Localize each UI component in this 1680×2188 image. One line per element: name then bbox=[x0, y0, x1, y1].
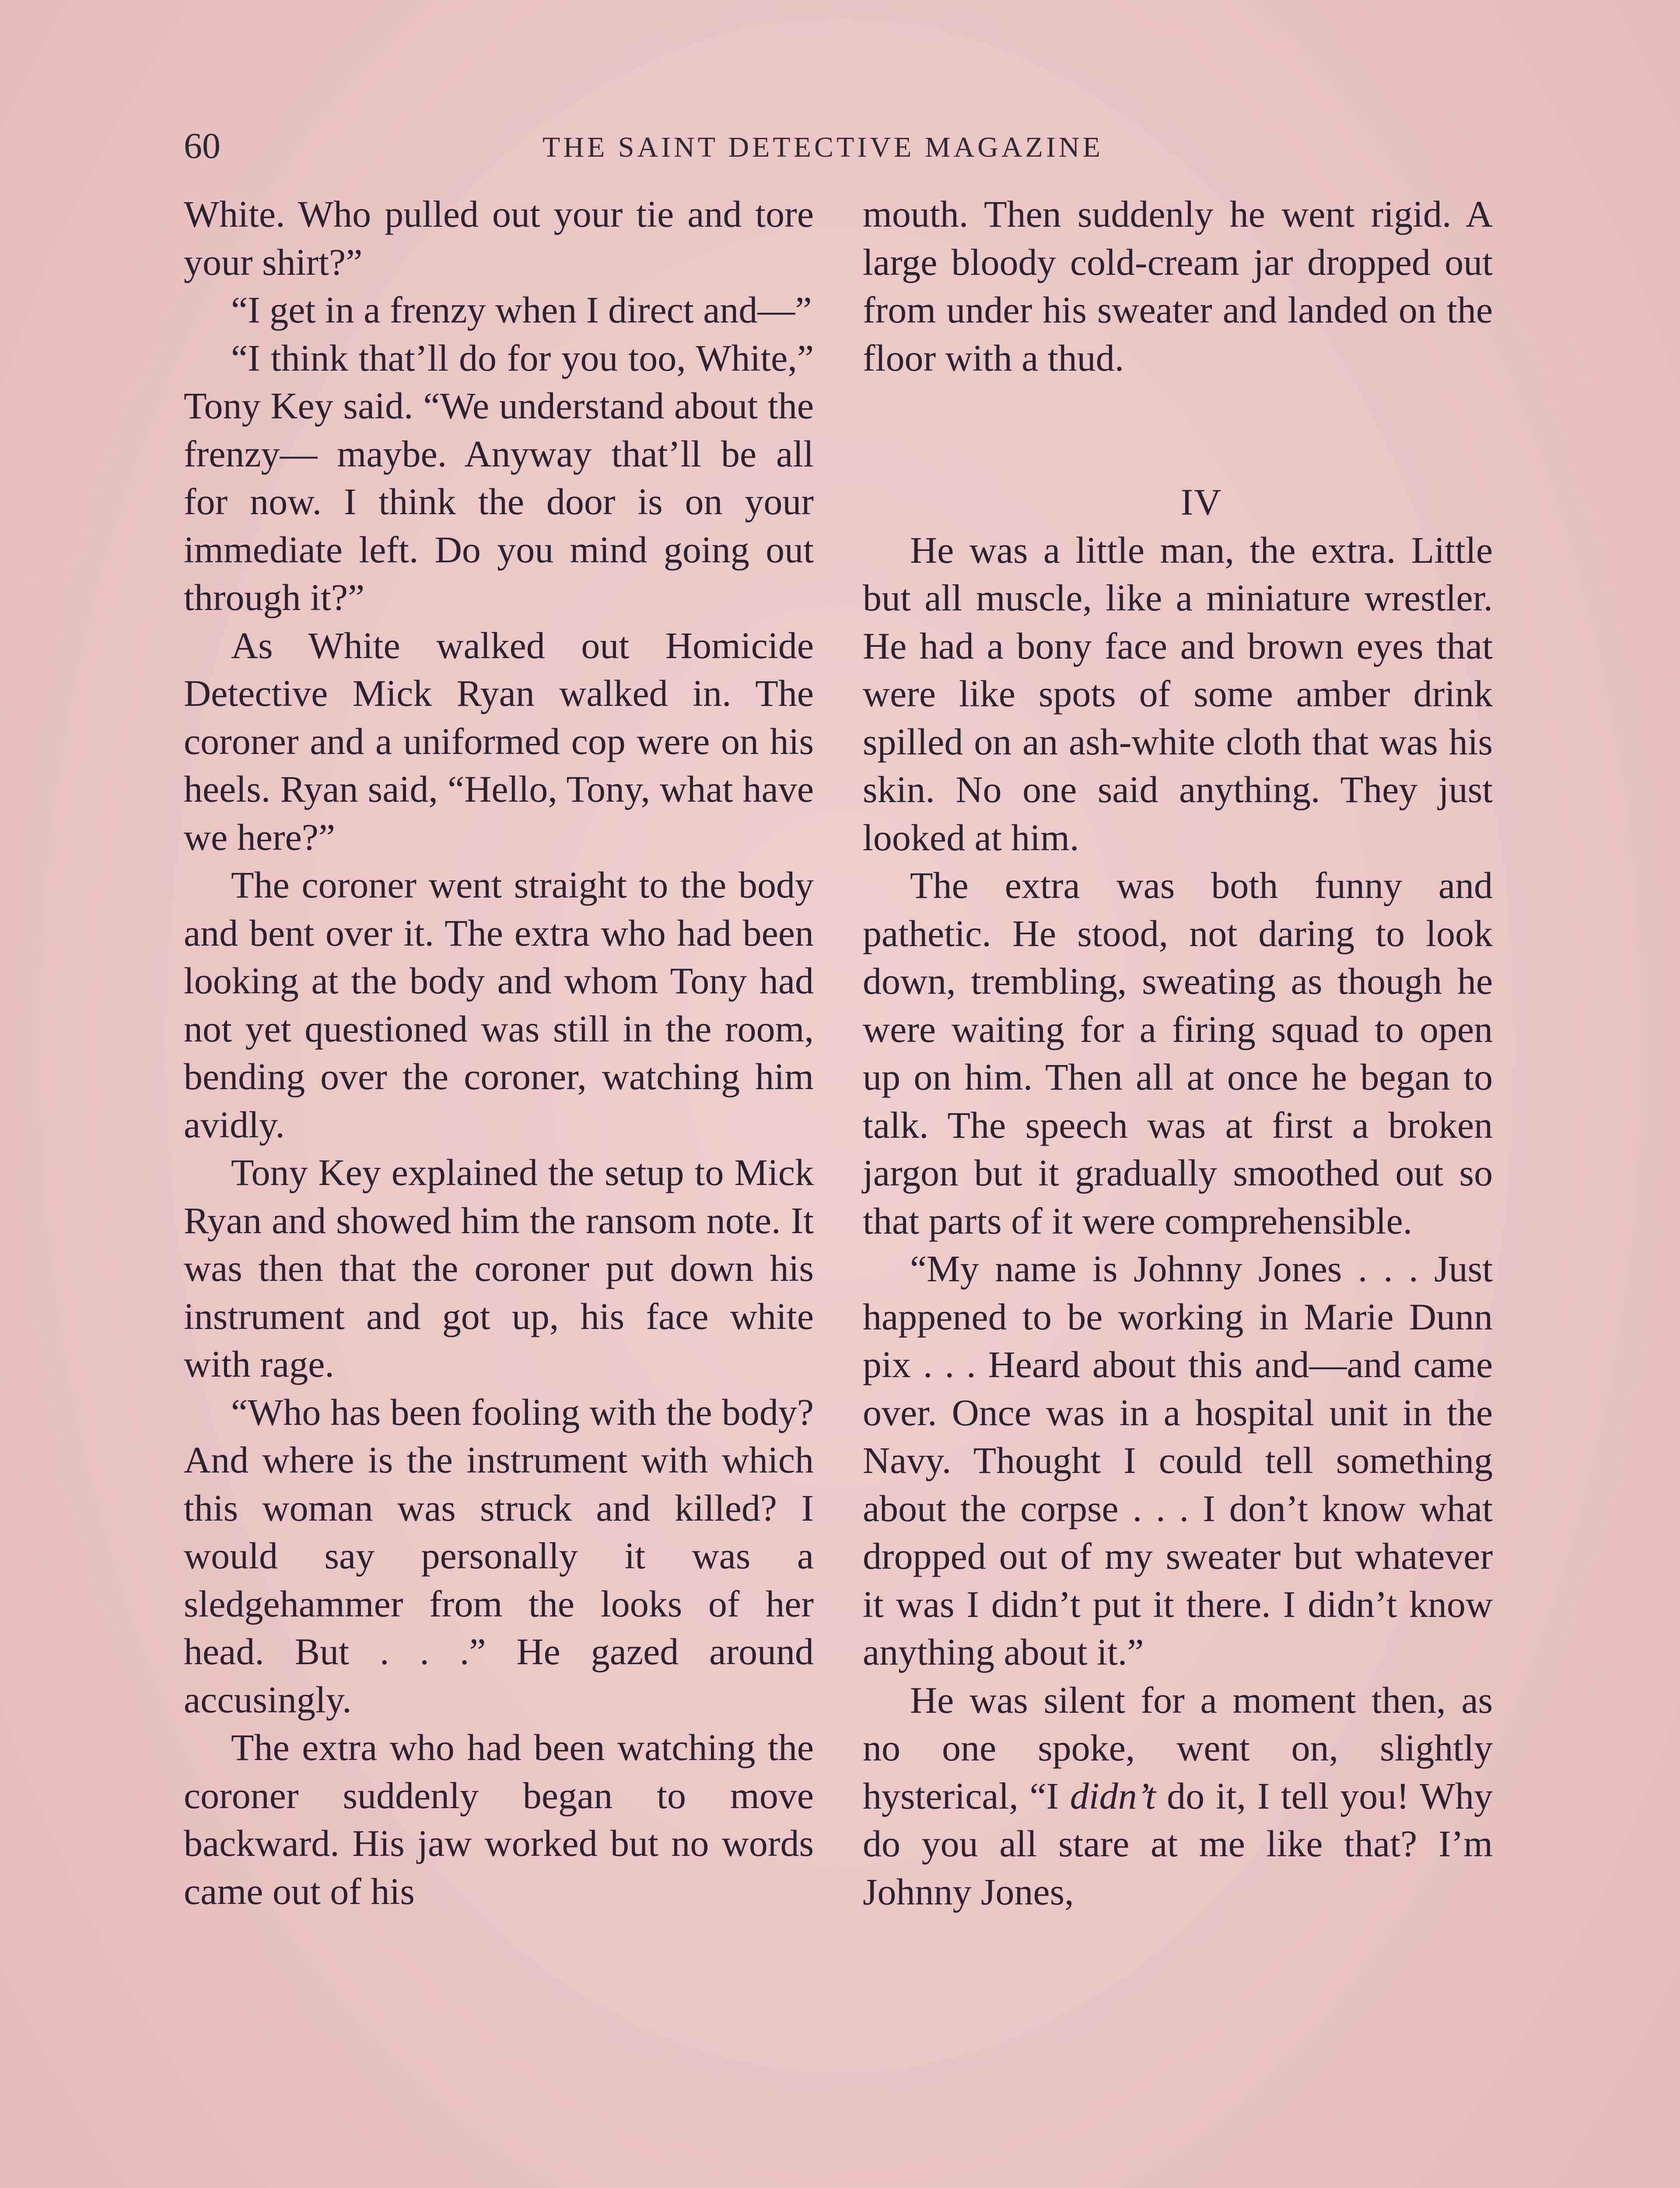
running-head: THE SAINT DETECTIVE MAGAZINE bbox=[542, 131, 1103, 163]
paragraph: He was a little man, the extra. Little but all muscle, like a miniature wrestler. He had a bony face and brown eyes that were like spots of some amber drink spilled on an ash-white cloth that was his skin. No one said anything. They just looked at him. bbox=[863, 529, 1493, 859]
paragraph bbox=[863, 1676, 1493, 1916]
paragraph: The extra was both funny and pathetic. He stood, not daring to look down, trembling, sweating as though he were waiting for a firing squad to open up on him. Then all at once he began to talk. The speech was at first a broken jargon but it gradually smoothed out so that parts of it were comprehensible. bbox=[863, 864, 1493, 1242]
paragraph: The coroner went straight to the body and bent over it. The extra who had been looking at the body and whom Tony had not yet questioned was still in the room, bending over the coroner, watching him avidly. bbox=[184, 864, 814, 1146]
paragraph: “My name is Johnny Jones . . . Just happened to be working in Marie Dunn pix . . . Heard about this and—and came over. Once was in a hospital unit in the Navy. Thought I could tell something about the corpse . . . I don’t know what dropped out of my sweater but whatever it was I didn’t put it there. I didn’t know anything about it.” bbox=[863, 1248, 1493, 1673]
paragraph-continuation: mouth. Then suddenly he went rigid. A large bloody cold-cream jar dropped out from under his sweater and landed on the floor with a thud. bbox=[863, 193, 1493, 379]
emphasis: didn’t bbox=[1070, 1774, 1156, 1817]
left-column bbox=[184, 190, 814, 1915]
paragraph: White. Who pulled out your tie and tore your shirt?” bbox=[184, 193, 814, 283]
paragraph-text: He was silent for a moment then, as no one spoke, went on, slightly hysterical, “I bbox=[863, 1679, 1493, 1817]
paragraph: The extra who had been watching the coroner suddenly began to move backward. His jaw worked but no words came out of his bbox=[184, 1726, 814, 1912]
page-header bbox=[184, 125, 1496, 173]
paragraph-text: do it, I tell you! Why do you all stare at me like that? I’m Johnny Jones, bbox=[863, 1774, 1493, 1913]
paragraph: As White walked out Homicide Detective Mick Ryan walked in. The coroner and a uniformed cop were on his heels. Ryan said, “Hello, Tony, what have we here?” bbox=[184, 624, 814, 858]
paragraph: Tony Key explained the setup to Mick Ryan and showed him the ransom note. It was then that the coroner put down his instrument and got up, his face white with rage. bbox=[184, 1151, 814, 1385]
right-column bbox=[863, 190, 1493, 1916]
paragraph: “I think that’ll do for you too, White,” Tony Key said. “We understand about the frenzy— maybe. Anyway that’ll be all for now. I think the door is on your immediate left. Do you mind going out through it?” bbox=[184, 337, 814, 618]
section-break bbox=[863, 382, 1493, 478]
paragraph: “Who has been fooling with the body? And where is the instrument with which this woman was struck and killed? I would say personally it was a sledgehammer from the looks of her head. But . . .” He gazed around accusingly. bbox=[184, 1391, 814, 1721]
section-heading: IV bbox=[1180, 481, 1222, 523]
paragraph: “I get in a frenzy when I direct and—” bbox=[231, 289, 812, 331]
page-number: 60 bbox=[184, 126, 220, 166]
